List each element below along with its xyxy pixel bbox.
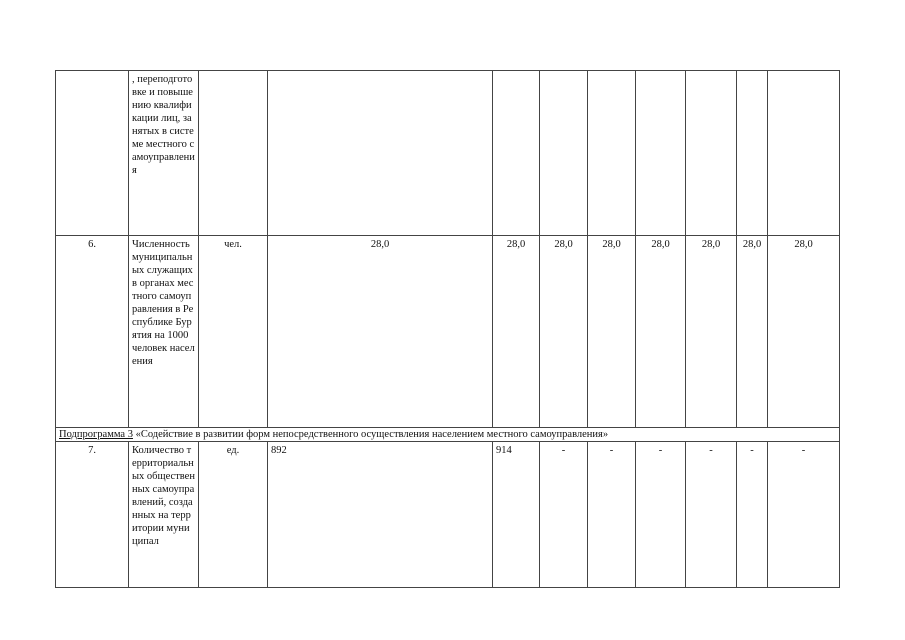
year-value [737,71,768,236]
indicator-name: , переподготовке и повышению квалификации лиц, занятых в системе местного самоуправления [129,71,199,236]
year-value: - [588,442,636,588]
row-number [56,71,129,236]
year-value: - [636,442,686,588]
year-value: - [686,442,737,588]
base-value: 28,0 [268,236,493,428]
base-value: 892 [268,442,493,588]
table-row [56,442,840,588]
subprogram-row [56,428,840,442]
year-value [686,71,737,236]
table-row [56,71,840,236]
year-value: 28,0 [540,236,588,428]
subprogram-title: «Содействие в развитии форм непосредственного осуществления населением местного самоуправления» [132,429,609,440]
table-row [56,236,840,428]
year-value: 28,0 [737,236,768,428]
indicator-name: Количество территориальных общественных самоуправлений, созданных на территории муниципал [129,442,199,588]
subprogram-prefix: Подпрограмма 3 [59,429,133,440]
unit-cell: чел. [199,236,268,428]
year-value: 28,0 [768,236,840,428]
year-value [493,71,540,236]
indicator-table [55,70,840,588]
year-value [636,71,686,236]
year-value: 28,0 [686,236,737,428]
row-number: 6. [56,236,129,428]
row-number: 7. [56,442,129,588]
year-value [588,71,636,236]
year-value [768,71,840,236]
indicator-name: Численность муниципальных служащих в органах местного самоуправления в Республике Бурятия на 1000 человек населения [129,236,199,428]
year-value: - [540,442,588,588]
unit-cell: ед. [199,442,268,588]
year-value: 28,0 [636,236,686,428]
year-value: 28,0 [493,236,540,428]
year-value: 28,0 [588,236,636,428]
base-value [268,71,493,236]
year-value: - [737,442,768,588]
year-value [540,71,588,236]
year-value: - [768,442,840,588]
year-value: 914 [493,442,540,588]
unit-cell [199,71,268,236]
subprogram-heading [56,428,840,442]
